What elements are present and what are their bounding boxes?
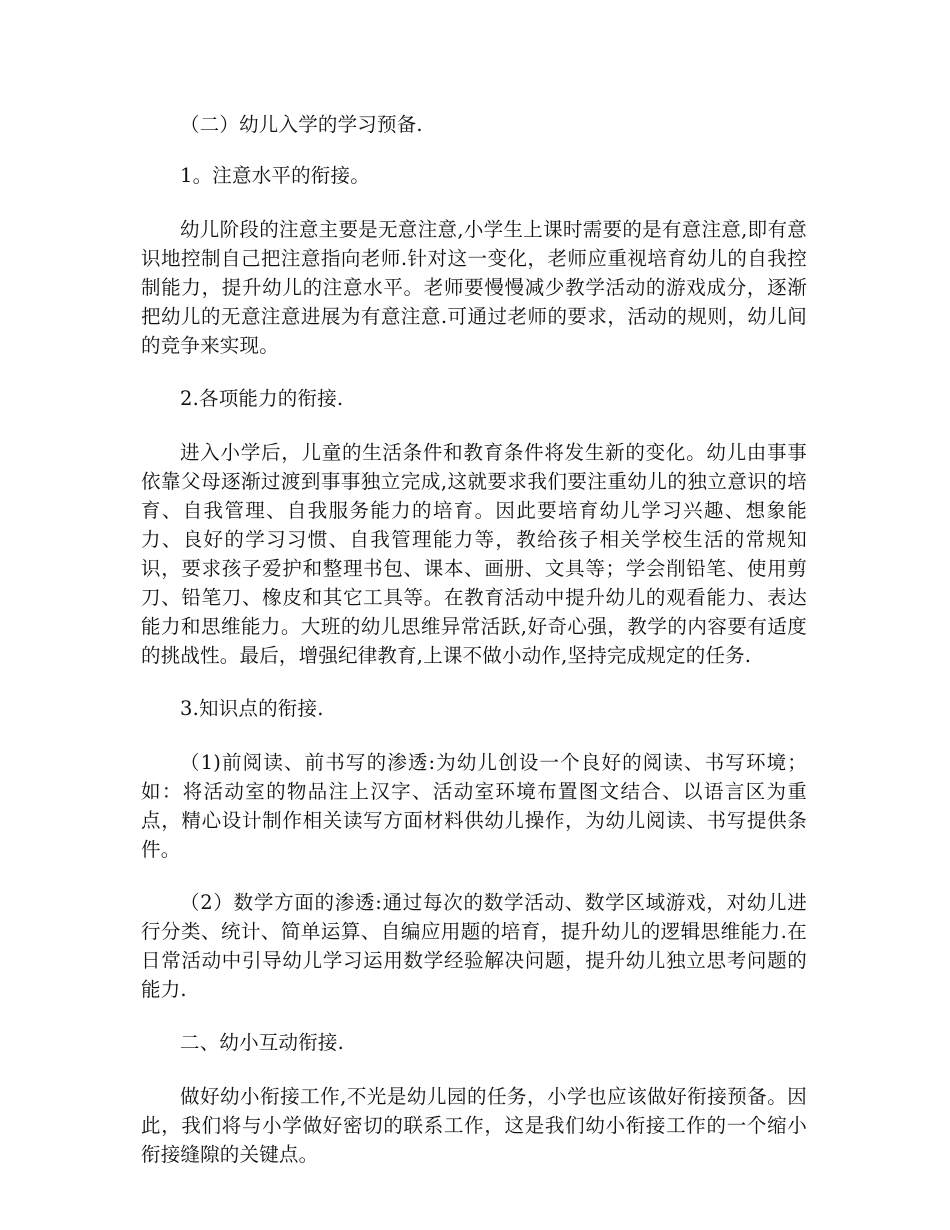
document-body — [141, 110, 807, 1169]
section-heading-interaction: 二、幼小互动衔接. — [180, 1031, 344, 1054]
subheading-attention: 1。注意水平的衔接。 — [180, 164, 370, 187]
subheading-abilities: 2.各项能力的衔接. — [180, 387, 344, 410]
paragraph-reading-writing: （1)前阅读、前书写的渗透:为幼儿创设一个良好的阅读、书写环境；如：将活动室的物品注上汉字、活动室环境布置图文结合、以语言区为重点，精心设计制作相关读写方面材料供幼儿操作，为幼儿阅读、书写提供条件。 — [141, 751, 807, 861]
paragraph-math: （2）数学方面的渗透:通过每次的数学活动、数学区域游戏，对幼儿进行分类、统计、简单运算、自编应用题的培育，提升幼儿的逻辑思维能力.在日常活动中引导幼儿学习运用数学经验解决问题，提升幼儿独立思考问题的能力. — [141, 891, 807, 1001]
paragraph-abilities: 进入小学后，儿童的生活条件和教育条件将发生新的变化。幼儿由事事依靠父母逐渐过渡到事事独立完成,这就要求我们要注重幼儿的独立意识的培育、自我管理、自我服务能力的培育。因此要培育幼儿学习兴趣、想象能力、良好的学习习惯、自我管理能力等，教给孩子相关学校生活的常规知识，要求孩子爱护和整理书包、课本、画册、文具等；学会削铅笔、使用剪刀、铅笔刀、橡皮和其它工具等。在教育活动中提升幼儿的观看能力、表达能力和思维能力。大班的幼儿思维异常活跃,好奇心强，教学的内容要有适度的挑战性。最后，增强纪律教育,上课不做小动作,坚持完成规定的任务. — [141, 441, 807, 667]
subheading-knowledge: 3.知识点的衔接. — [180, 697, 324, 720]
paragraph-attention: 幼儿阶段的注意主要是无意注意,小学生上课时需要的是有意注意,即有意识地控制自己把注意指向老师.针对这一变化，老师应重视培育幼儿的自我控制能力，提升幼儿的注意水平。老师要慢慢减少教学活动的游戏成分，逐渐把幼儿的无意注意进展为有意注意.可通过老师的要求，活动的规则，幼儿间的竞争来实现。 — [141, 218, 807, 357]
paragraph-interaction: 做好幼小衔接工作,不光是幼儿园的任务，小学也应该做好衔接预备。因此，我们将与小学做好密切的联系工作，这是我们幼小衔接工作的一个缩小衔接缝隙的关键点。 — [141, 1085, 807, 1166]
section-heading-learning-prep: （二）幼儿入学的学习预备. — [180, 113, 423, 136]
